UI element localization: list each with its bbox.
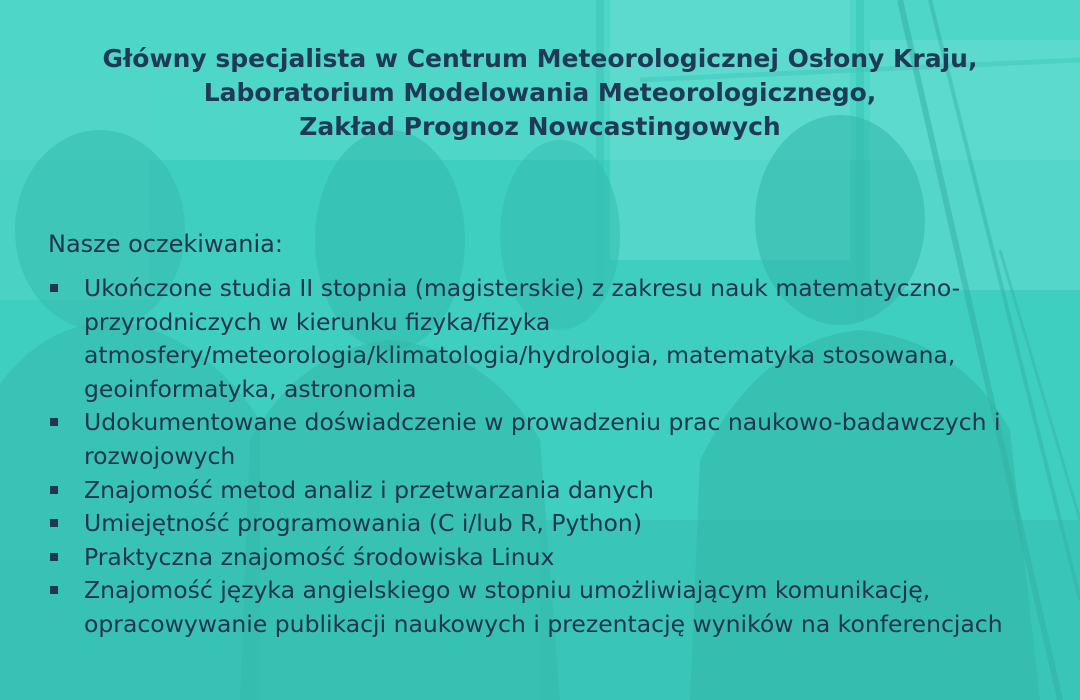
list-item-text: Praktyczna znajomość środowiska Linux xyxy=(84,542,555,571)
square-bullet-icon xyxy=(50,284,58,292)
list-item xyxy=(48,507,1038,541)
list-item xyxy=(48,541,1038,575)
title-line-2: Laboratorium Modelowania Meteorologicznego, xyxy=(203,78,877,107)
list-item xyxy=(48,474,1038,508)
list-item-text: Umiejętność programowania (C i/lub R, Python) xyxy=(84,509,642,538)
expectations-list xyxy=(48,272,1038,642)
page-title xyxy=(40,42,1040,144)
square-bullet-icon xyxy=(50,486,58,494)
title-line-3: Zakład Prognoz Nowcastingowych xyxy=(299,112,781,141)
expectations-heading: Nasze oczekiwania: xyxy=(48,230,283,258)
list-item-text: Znajomość metod analiz i przetwarzania danych xyxy=(84,475,654,504)
square-bullet-icon xyxy=(50,519,58,527)
square-bullet-icon xyxy=(50,418,58,426)
list-item-text: Znajomość języka angielskiego w stopniu umożliwiającym komunikację, opracowywanie publikacji naukowych i prezentację wyników na konferencjach xyxy=(84,576,1003,638)
list-item-text: Ukończone studia II stopnia (magisterskie) z zakresu nauk matematyczno-przyrodniczych w kierunku fizyka/fizyka atmosfery/meteorologia/klimatologia/hydrologia, matematyka stosowana, geoinformatyka, astronomia xyxy=(84,274,961,403)
list-item xyxy=(48,574,1038,641)
list-item xyxy=(48,272,1038,406)
title-line-1: Główny specjalista w Centrum Meteorologicznej Osłony Kraju, xyxy=(102,44,978,73)
list-item-text: Udokumentowane doświadczenie w prowadzeniu prac naukowo-badawczych i rozwojowych xyxy=(84,408,1001,470)
list-item xyxy=(48,406,1038,473)
square-bullet-icon xyxy=(50,553,58,561)
square-bullet-icon xyxy=(50,586,58,594)
